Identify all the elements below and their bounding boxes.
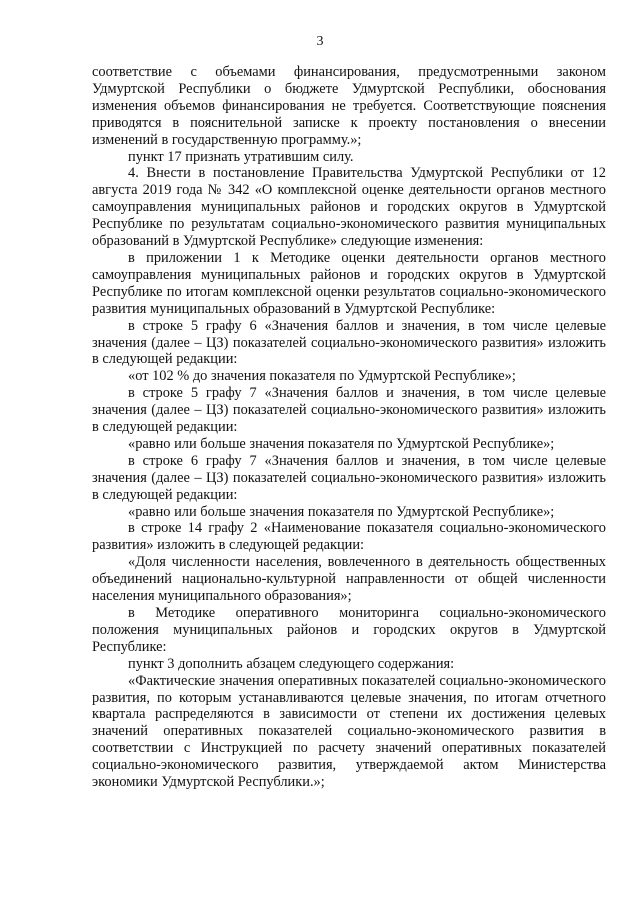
document-body <box>92 64 606 791</box>
paragraph: «Фактические значения оперативных показателей социально-экономического развития, по которым устанавливаются целевые значения, по итогам отчетного квартала распределяются в зависимости от степени их достижения целевых значений оперативных показателей социально-экономического развития в соответствии с Инструкцией по расчету значений оперативных показателей социально-экономического развития, утверждаемой актом Министерства экономики Удмуртской Республики.»; <box>92 672 606 791</box>
paragraph: пункт 3 дополнить абзацем следующего содержания: <box>128 655 455 672</box>
paragraph: «равно или больше значения показателя по Удмуртской Республике»; <box>128 503 555 520</box>
paragraph: в Методике оперативного мониторинга социально-экономического положения муниципальных районов и городских округов в Удмуртской Республике: <box>92 605 606 655</box>
paragraph: 4. Внести в постановление Правительства Удмуртской Республики от 12 августа 2019 года № 342 «О комплексной оценке деятельности органов местного самоуправления муниципальных районов и городских округов в Удмуртской Республике по результатам социально-экономического развития муниципальных образований в Удмуртской Республике» следующие изменения: <box>92 165 606 250</box>
paragraph: «от 102 % до значения показателя по Удмуртской Республике»; <box>128 368 516 385</box>
page-number: 3 <box>316 34 324 49</box>
paragraph: в приложении 1 к Методике оценки деятельности органов местного самоуправления муниципальных районов и городских округов в Удмуртской Республике по итогам комплексной оценки результатов социально-экономического развития муниципальных образований в Удмуртской Республике: <box>92 249 606 317</box>
paragraph: пункт 17 признать утратившим силу. <box>128 148 354 165</box>
paragraph: в строке 14 графу 2 «Наименование показателя социально-экономического развития» изложить в следующей редакции: <box>92 520 606 554</box>
paragraph: в строке 5 графу 7 «Значения баллов и значения, в том числе целевые значения (далее – ЦЗ) показателей социально-экономического развития» изложить в следующей редакции: <box>92 385 606 436</box>
paragraph: соответствие с объемами финансирования, предусмотренными законом Удмуртской Республики о бюджете Удмуртской Республики, обоснования изменения объемов финансирования не требуется. Соответствующие пояснения приводятся в пояснительной записке к проекту постановления о внесении изменений в государственную программу.»; <box>92 64 606 148</box>
paragraph: в строке 6 графу 7 «Значения баллов и значения, в том числе целевые значения (далее – ЦЗ) показателей социально-экономического развития» изложить в следующей редакции: <box>92 452 606 503</box>
paragraph: в строке 5 графу 6 «Значения баллов и значения, в том числе целевые значения (далее – ЦЗ) показателей социально-экономического развития» изложить в следующей редакции: <box>92 317 606 368</box>
paragraph: «Доля численности населения, вовлеченного в деятельность общественных объединений национально-культурной направленности от общей численности населения муниципального образования»; <box>92 554 606 605</box>
paragraph: «равно или больше значения показателя по Удмуртской Республике»; <box>128 435 555 452</box>
